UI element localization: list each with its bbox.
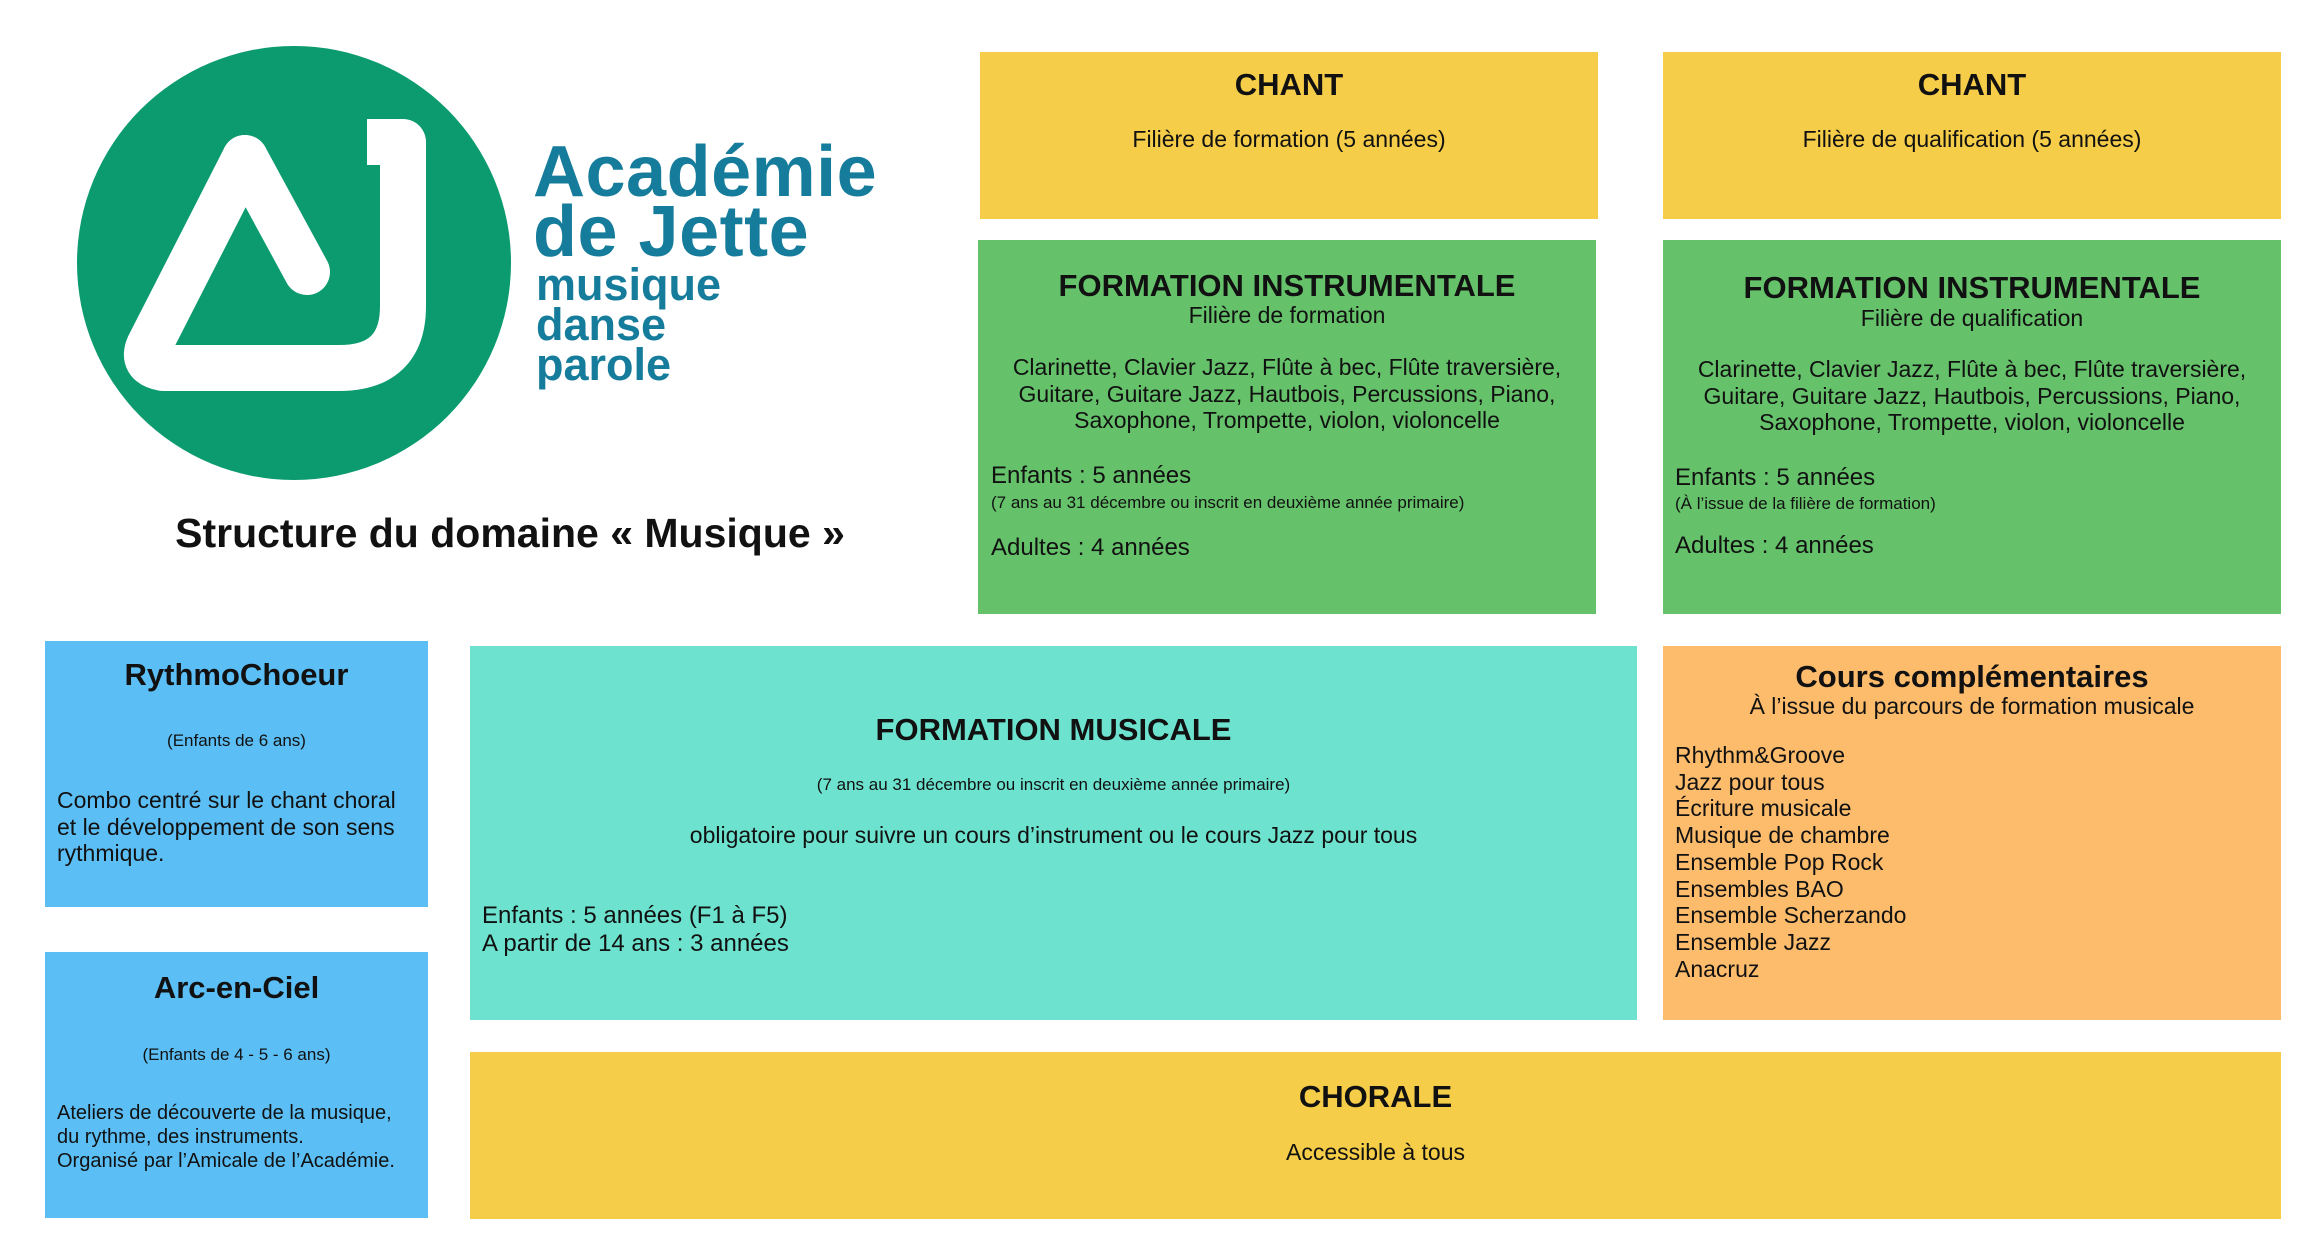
instrument-line: Clarinette, Clavier Jazz, Flûte à bec, Flûte traversière, [1697,356,2247,382]
instr-qualification-title: FORMATION INSTRUMENTALE [1743,270,2201,305]
formation-musicale-requirement: obligatoire pour suivre un cours d’instrument ou le cours Jazz pour tous [689,822,1418,848]
list-item: Ensembles BAO [1675,875,1844,902]
arc-en-ciel-title: Arc-en-Ciel [153,970,320,1005]
instrument-line: Guitare, Guitare Jazz, Hautbois, Percussions, Piano, [1018,380,1556,407]
instr-qualification-instruments [1663,356,2281,436]
instr-formation-instruments [978,354,1596,434]
instr-qualification-subtitle: Filière de qualification [1860,305,2084,331]
list-item: Jazz pour tous [1675,768,1825,795]
instrument-line: Guitare, Guitare Jazz, Hautbois, Percussions, Piano, [1703,382,2241,409]
chorale-subtitle: Accessible à tous [1286,1139,1465,1165]
description-line: Combo centré sur le chant choral [57,787,396,813]
cours-complementaires-list [1675,742,1906,982]
formation-musicale-box [470,646,1637,1020]
logo-tag-line1: musique [536,259,722,310]
chant-qualification-box [1663,52,2281,219]
instr-formation-title: FORMATION INSTRUMENTALE [1058,268,1516,303]
instr-qualification-adults: Adultes : 4 années [1675,532,1874,559]
chant-qualification-subtitle: Filière de qualification (5 années) [1802,126,2142,152]
chant-qualification-title: CHANT [1917,67,2027,102]
list-item: Écriture musicale [1675,795,1852,822]
logo-tag-line2: danse [536,299,667,350]
chorale-title: CHORALE [1298,1079,1453,1114]
instrument-line: Clarinette, Clavier Jazz, Flûte à bec, Flûte traversière, [1012,354,1562,380]
cours-complementaires-box [1663,646,2281,1020]
description-line: et le développement de son sens [57,813,395,840]
instr-formation-children: Enfants : 5 années [991,462,1192,489]
list-item: Ensemble Jazz [1675,928,1831,955]
list-item: Ensemble Scherzando [1675,902,1907,929]
cours-complementaires-subtitle: À l’issue du parcours de formation musicale [1749,693,2195,719]
instr-qualification-children: Enfants : 5 années [1675,464,1876,491]
rythmochoeur-title: RythmoChoeur [124,657,349,692]
chant-formation-title: CHANT [1234,67,1344,102]
description-line: Ateliers de découverte de la musique, [57,1102,392,1124]
page-title: Structure du domaine « Musique » [175,510,845,556]
formation-musicale-age-note: (7 ans au 31 décembre ou inscrit en deuxième année primaire) [816,775,1291,794]
cours-complementaires-title: Cours complémentaires [1795,659,2149,694]
description-line: rythmique. [57,840,165,866]
rythmochoeur-age: (Enfants de 6 ans) [167,731,306,750]
instrument-line: Saxophone, Trompette, violon, violoncelle [1074,407,1500,433]
instrument-line: Saxophone, Trompette, violon, violoncelle [1759,409,2185,435]
chant-formation-subtitle: Filière de formation (5 années) [1132,126,1446,152]
arc-en-ciel-box [45,952,428,1218]
chorale-box [470,1052,2281,1219]
description-line: Organisé par l’Amicale de l’Académie. [57,1150,395,1172]
logo-tag-line3: parole [536,339,672,390]
instr-qualification-box [1663,240,2281,614]
logo-name-line2: de Jette [533,192,810,272]
list-item: Musique de chambre [1675,822,1890,849]
list-item: Anacruz [1675,955,1760,982]
instr-formation-children-note: (7 ans au 31 décembre ou inscrit en deuxième année primaire) [991,493,1465,512]
formation-musicale-children: Enfants : 5 années (F1 à F5) [482,902,788,929]
instr-formation-box [978,240,1596,614]
description-line: du rythme, des instruments. [57,1126,304,1148]
rythmochoeur-box [45,641,428,907]
chant-formation-box [980,52,1598,219]
formation-musicale-teens: A partir de 14 ans : 3 années [482,930,789,957]
instr-formation-adults: Adultes : 4 années [991,534,1190,561]
formation-musicale-title: FORMATION MUSICALE [875,712,1232,747]
rythmochoeur-description [57,787,396,867]
arc-en-ciel-description [57,1101,395,1173]
arc-en-ciel-age: (Enfants de 4 - 5 - 6 ans) [142,1045,331,1064]
list-item: Ensemble Pop Rock [1675,848,1884,875]
logo-name-line1: Académie [533,132,878,212]
aj-monogram-icon [77,46,511,480]
instr-qualification-children-note: (À l’issue de la filière de formation) [1675,494,1936,513]
instr-formation-subtitle: Filière de formation [1188,302,1386,328]
list-item: Rhythm&Groove [1675,742,1846,768]
